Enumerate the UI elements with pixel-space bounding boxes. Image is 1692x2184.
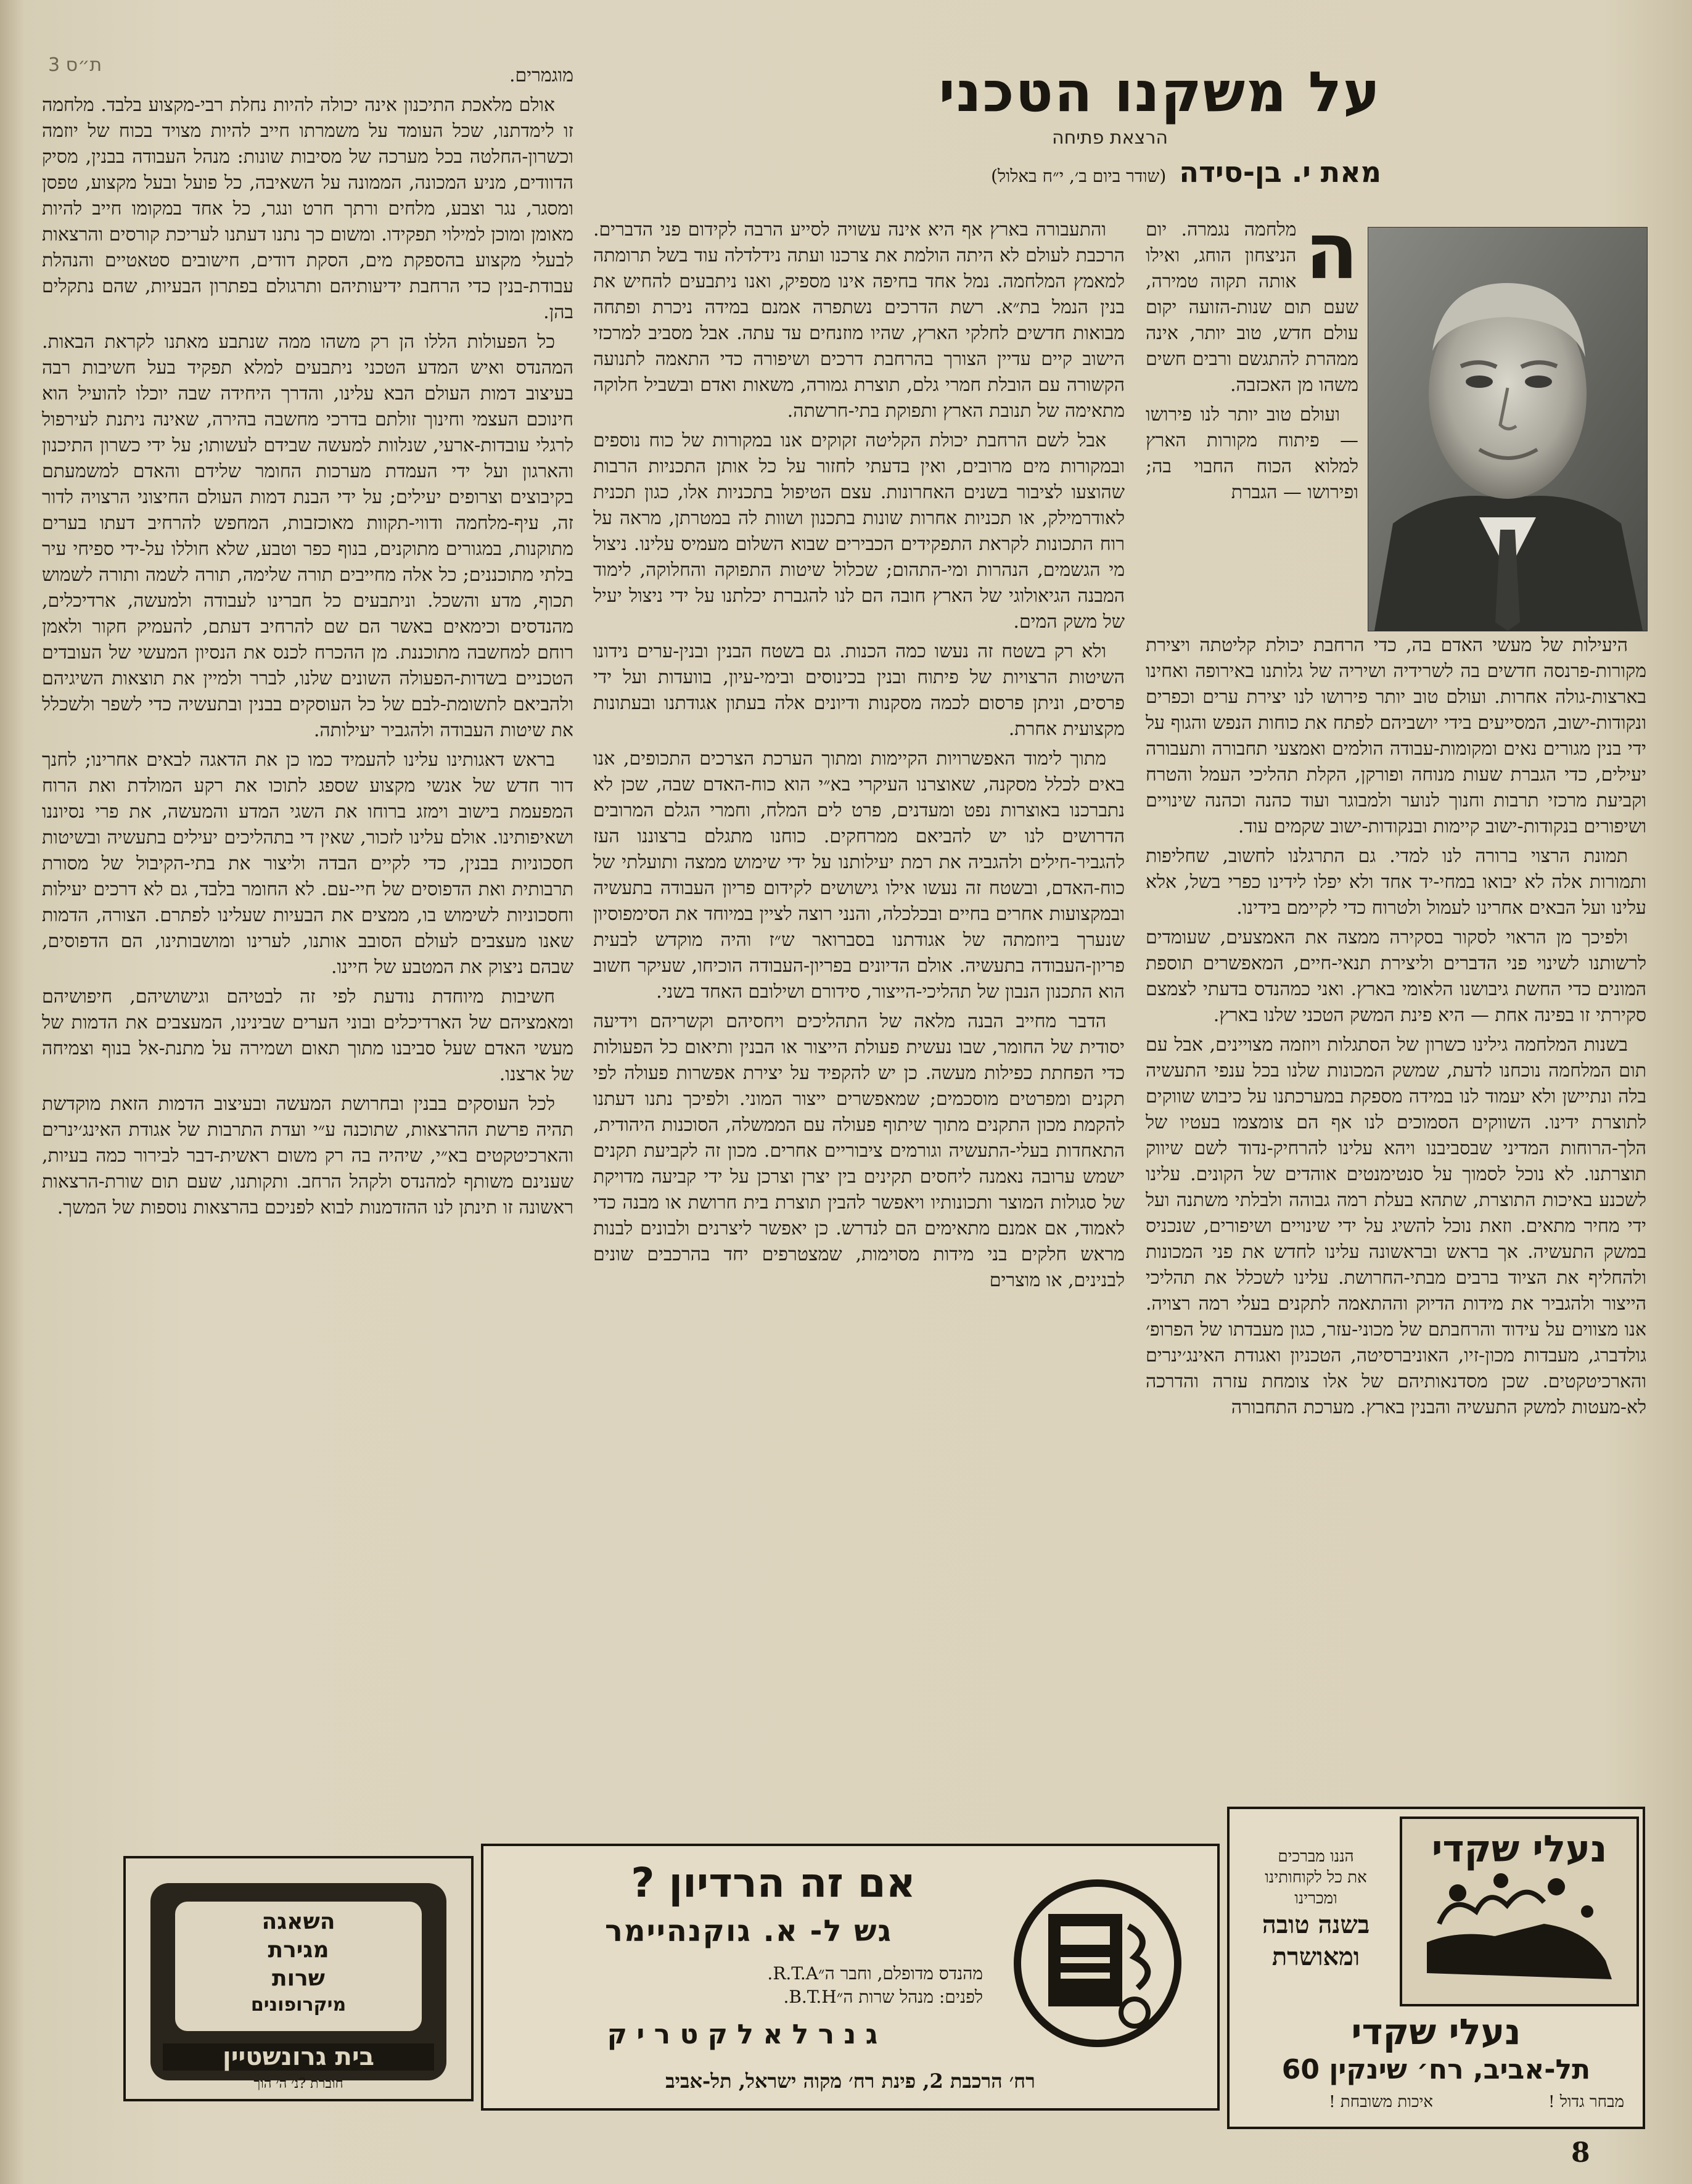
paragraph: תמונת הרצוי ברורה לנו למדי. גם התרגלנו לחשוב, שחליפות ותמורות אלה לא יבואו במחי-יד אחד ולא יפלו לידינו כפרי בשל, אלא עלינו ועל הבאים אחרינו לעמול ולטרוח כדי לקיימם בידינו. (1146, 845, 1646, 919)
ad-shoes (1227, 1807, 1645, 2129)
shoes-brand: נעלי שקדי (1351, 2011, 1521, 2053)
paragraph: מתוך לימוד האפשרויות הקיימות ומתוך הערכת הצרכים התכופים, אנו באים לכלל מסקנה, שאוצרנו העיקרי בא״י הוא כוח-האדם שבה, שכן לא נתברכנו באוצרות נפט ומעדנים, פרט לים המלח, וחמרי הגלם המרובים הדרושים לנו יש להביאם ממרחקים. כוחנו מתגלם ברצוננו העז להגביר-חילים ולהגביה את רמת יעילותנו על ידי שימוש ממצה ותועלתי של כוח-האדם, ובשטח זה נעשו אילו גישושים לקידום פריון העבודה בתעשיה ובמקצועות אחרים בחיים ובכלכלה, והנני רוצה לציין במיוחד את הסימפוסיון שנערך ביוזמתה של אגודתנו בסברואר ש״ז והיה מוקדש לבעית פריון-העבודה בתעשיה. אולם הדיונים בפריון-העבודה הוכיחו, שעיקר חשוב הוא התכנון הנבון של תהליכי-הייצור, סידורם ושילובם האחד בשני. (593, 748, 1125, 1003)
greeting-line: ומאושרת (1271, 1942, 1360, 1971)
paragraph: והתעבורה בארץ אף היא אינה עשויה לסייע הרבה לקידום פני הדברים. הרכבת לעולם לא היתה הולמת את צרכנו ועתה נידלדלה עוד בשל תרומתה למאמץ המלחמה. נמל אחד בחיפה אינו מספיק, ואנו ניתבעים להחיש את בנין הנמל בת״א. רשת הדרכים נשתפרה אמנם במידה ניכרת ופתחה מבואות חדשים לחלקי הארץ, שהיו מוזנחים עד עתה. אבל מסביב למרכזי הישוב קיים עדיין הצורך בהרחבת דרכים ושיפורה כדי התאמה לתנועה הקשורה עם הובלת חמרי גלם, תוצרת גמורה, משאות ואדם ובשביל חלוקה מתאימה של תנובת הארץ ותפוקת בתי-חרשתה. (593, 219, 1125, 422)
radio-line4: מיקרופונים (250, 1994, 347, 2016)
paragraph: אבל לשם הרחבת יכולת הקליטה זקוקים אנו במקורות של כוח נוספים ובמקורות מים מרובים, ואין בדעתי לחזור על כל אותן התכניות הרבות שהוצעו לציבור בשנים האחרונות. עצם הטיפול בתכניות אלו, כגון תכנית לאודרמילק, או תכניות אחרות שונות בתכנון ושוות לה במטרתן, מראה על רוח התכונות לקראת התפקידים הכבירים שבוא השלום מעמיס עלינו. ניצול מי הגשמים, הנהרות ומי-התהום; שכלול שיטות התפוקה והחלוקה, לימוד המבנה הגיאולוגי של הארץ חובה הם לנו להגברת יכלתנו על ידי ניצול יעיל של משק המים. (593, 430, 1125, 633)
portrait-photo (1368, 227, 1648, 631)
paragraph: ולפיכך מן הראוי לסקור בסקירה ממצה את האמצעים, שעומדים לרשותנו לשינוי פני הדברים וליצירת תנאי-חיים, המאפשרים תוספת המונים כדי החשת גיבושנו הלאומי בארץ. ואני כמהנדס בדעתי לצמצם סקירתי זו בפינה אחת — היא פינת המשק הטכני שלנו בארץ. (1146, 927, 1646, 1026)
electric-subhead: גש ל- א. גוקנהיימר (604, 1914, 892, 1948)
electric-address: רח׳ הרכבת 2, פינת רח׳ מקוה ישראל, תל-אביב (665, 2069, 1035, 2093)
radio-line3: שרות (272, 1966, 325, 1991)
paragraph: חשיבות מיוחדת נודעת לפי זה לבטיהם וגישושיהם, חיפושיהם ומאמציהם של הארדיכלים ובוני הערים שבינינו, המעצבים את הדמות של מעשי האדם שעל סביבנו מתוך תאום ושמירה על מתנת-אל בנוף וצמיחה של ארצנו. (42, 986, 573, 1085)
drop-cap: ה (1305, 217, 1358, 297)
paragraph: מלחמה נגמרה. יום הניצחון הוחג, ואילו אותה תקוה טמירה, שעם תום שנות-הזועה יקום עולם חדש, טוב יותר, אינה ממהרת להתגשם ורבים חשים משהו מן האכזבה. (1146, 219, 1358, 396)
broadcast-date: (שודר ביום ב׳, י״ח באלול) (991, 166, 1167, 186)
greeting-line: את כל לקוחותינו (1265, 1868, 1367, 1887)
electric-company: ג נ ר ל א ל ק ט ר י ק (607, 2019, 878, 2050)
column-right-narrow (1146, 217, 1358, 628)
shoes-greeting (1242, 1846, 1390, 1973)
column-left (42, 63, 573, 1776)
byline (888, 155, 1381, 189)
shoes-footer-right: מבחר גדול ! (1548, 2093, 1624, 2111)
radio-dial-logo (1005, 1871, 1190, 2056)
paragraph: בראש דאגותינו עלינו להעמיד כמו כן את הדאגה לבאים אחרינו; לחנך דור חדש של אנשי מקצוע שספג לתוכו את רקע המולדת ואת הרוח המפעמת בישוב וימזג ברוחו את השגי המדע והמעשה, את פרי נסיוננו ושאיפותינו. אולם עלינו לזכור, שאין די בתהליכים יעילים בתעשיה ובשיטות חסכוניות בבנין, כדי לקיים הבדה וליצור את בתי-הקיבול של מסורת תרבותית ואת הדפוסים של חיי-עם. לא החומר בלבד, גם לא דרכים יעילות וחסכוניות לשימוש בו, ממצים את הבעיות שעלינו לפתרם. הצורה, הדמות שאנו מעצבים לעולם הסובב אותנו, לערינו ומושבותינו, הם הדפוסים, שבהם ניצוק את המטבע של חיינו. (42, 749, 573, 978)
page-number: 8 (1571, 2137, 1590, 2169)
shoes-logo (1400, 1817, 1639, 2006)
ad-electric (481, 1844, 1220, 2111)
paragraph: הדבר מחייב הבנה מלאה של התהליכים ויחסיהם וקשריהם וידיעה יסודית של החומר, שבו נעשית פעולת הייצור או הבנין ותיאום כל הפעולות כדי הפחתת כפילות מעשה. כן יש להקפיד על יצירת אפשרות פעולה לפי תקנים ומפרטים מוסכמים; שמאפשרים ייצור המוני. ולפיכך נתנו דעתנו להקמת מכון התקנים מתוך שיתוף פעולה עם הממשלה, הסוכנות היהודית, התאחדות בעלי-התעשיה וגורמים ציבוריים אחרים. מכון זה לקביעת תקנים ישמש ערובה נאמנה ליחסים תקינים בין יצרן וצרכן על ידי קביעה מדויקת של סגולות המוצר ותכונותיו ויאפשר להבין תוצרת בית חרושת או מבנה כדי לאמוד, אם אמנם מתאימים הם לנדרש. כן יאפשר ליצרנים ולבונים לבנות מראש חלקים בני מידות מסוימות, שמצטרפים יחד בהרכבים שונים לבנינים, או מוצרים (593, 1011, 1125, 1291)
article-title: על משקנו הטכני (938, 60, 1381, 125)
paragraph: מוגמרים. (509, 65, 573, 86)
shoes-address: תל-אביב, רח׳ שינקין 60 (1281, 2054, 1591, 2085)
shoes-logo-text: נעלי שקדי (1431, 1828, 1608, 1871)
radio-icon (1005, 1871, 1190, 2056)
electric-headline: אם זה הרדיון ? (631, 1859, 916, 1907)
author-name: מאת י. בן-סידה (1179, 155, 1381, 189)
paragraph: בשנות המלחמה גילינו כשרון של הסתגלות ויוזמה מצויינים, אבל עם תום המלחמה נוכחנו לדעת, שמשק המכונות שלנו בכל ענפי התעשיה בלה ונתיישן ולא יעמוד לנו במידה מספקת במערכתנו על כיבוש שווקים לתוצרת ידינו. השווקים הסמוכים לנו אף הם צומצמו בעטיו של הלך-הרוחות המדיני שבסביבנו ויהא עלינו להרחיק-נדוד לשם שיווק תוצרתנו. לא נוכל לסמוך על סנטימנטים אוהדים של הקונים. עלינו לשכנע באיכות התוצרת, שתהא בעלת רמה גבוהה ולבלתי משתנה ועל ידי מחיר מתאים. וזאת נוכל להשיג על ידי שינויים ושיפורים, שנכניס במשק התעשיה. אך בראש ובראשונה עלינו לחדש את פני המכונות ולהחליף את הציוד ברבים מבתי-החרושת. עלינו לשכלל את תהליכי הייצור ולהגביר את מידות הדיוק וההתאמה לתקנים בעלי רמה רצויה. אנו מצווים על עידוד והרחבתם של מכוני-עזר, כגון מעבדתו של הפרופ׳ גולדברג, מעבדות מכון-זיו, האוניברסיטה, הטכניון ואגודת האינג׳ינרים והארכיטקטים. שכן מסדנאותיהם של אלו צומחת עזרה והדרכה לא-מעטות למשק התעשיה והבנין בארץ. מערכת התחבורה (1146, 1034, 1646, 1418)
column-right-wide (1146, 633, 1646, 1776)
electric-line2: לפנים: מנהל שרות ה״B.T.H. (783, 1987, 983, 2007)
paragraph: כל הפעולות הללו הן רק משהו ממה שנתבע מאתנו לקראת הבאות. המהנדס ואיש המדע הטכני ניתבעים למלא תפקיד בעל חשיבות רבה בעיצוב דמות העולם הבא עלינו, והדרך היחידה שבה יוכלו להועיל הוא חינוכם העצמי וחינוך זולתם בדרכי מחשבה בהירה, שאינה ניתנת לעירפול לרגלי עובדות-ארעי, שנלוות למעשה שבידם לעשותו; על ידי כשרון התיכנון והארגון ועל ידי העמדת מערכות החומר שלידם והאדם למשמעתם בקיבוצים וצרופים יעילים; על ידי הבנת דמות העולם החיצוני הרצויה לדור זה, עיף-מלחמה ודווי-תקוות מאוכזבות, המחפש להרחיב דעתו בערים מתוקנות, במגורים מתוקנים, בנוף כפר וטבע, שלא חוללו על-ידי ספיחי עיר בלתי מתוכננים; כל אלה מחייבים תורה שלימה, תורה לשמה ותורה לשמוש תכוף, מדע והשכל. וניתבעים כל חברינו לעבודה ולמעשה, ארדיכלים, מהנדסים וכימאים באשר הם שם להרחיב דעתם, להעמיק חקור ולאמן רוחם למחשבה מתוכננת. מן ההכרח לכנס את הנסיון המעשי של העובדים הטכניים בשדות-הפעולה השונים שלנו, לברר ולמיין את תוצאות השיגיהם ולהביאם לתשומת-לבם של כל העוסקים בבנין ובתעשיה כדי לשפר ולשכלל את שיטות העבודה ולהגביר יעילותה. (42, 331, 573, 741)
corner-mark: ת״ס 3 (48, 54, 102, 76)
greeting-line: ומכרינו (1294, 1889, 1337, 1908)
column-middle (593, 217, 1125, 1776)
article-subtitle: הרצאת פתיחה (1052, 127, 1168, 149)
paragraph: אולם מלאכת התיכנון אינה יכולה להיות נחלת רבי-מקצוע בלבד. מלחמה זו לימדתנו, שכל העומד על משמרתו חייב להיות מצויד בכוח של יוזמה וכשרון-החלטה בכל מערכה של מסיבות שונות: מנהל העבודה בבנין, מסיק הדוודים, מניע המכונה, הממונה על השאיבה, כל פועל ובעל מקצוע, טפסן ומסגר, נגר וצבע, מלחים ורתך חרט ונגר, כל אחד במקומו חייב להיות מאומן ומוכן למילוי תפקידו. ומשום כך נתנו דעתנו לעריכת קורסים והרצאות לבעלי מקצוע בהספקת מים, הסקת דודים, חישובים סטאטיים והנהלת עבודת-בנין כדי הרחבת ידיעותיהם ותרגולם בפתרון הבעיות, שהם נתקלים בהן. (42, 94, 573, 323)
radio-brand: בית גרונשטיין (222, 2043, 374, 2071)
greeting-line: הננו מברכים (1278, 1847, 1354, 1866)
paragraph: היעילות של מעשי האדם בה, כדי הרחבת יכולת קליטתה ויצירת מקורות-פרנסה חדשים בה לשרידיה ושיריה של גלותנו באירופה ואחינו בארצות-גולה אחרות. ועולם טוב יותר פירושו לנו יצירת ערים וכפרים ונקודות-ישוב, המסייעים בידי יושביהם לפתח את כוחות הנפש והגוף על ידי בנין מגורים נאים ומקומות-עבודה הולמים ואמצעי תחבורה ותעבורה יעילים, כדי הגברת שעות מנוחה ופורקן, הקלת תהליכי העמל והטרח וקביעת מרכזי תרבות וחנוך לנוער ולמבוגר ועוד כהנה וכהנה שינויים ושיפורים בנקודות-ישוב קיימות ובנקודות-ישוב שקמים עוד. (1146, 634, 1646, 837)
shoes-footer-left: איכות משובחת ! (1329, 2093, 1433, 2111)
greeting-line: בשנה טובה (1262, 1910, 1370, 1939)
radio-line1: השאגה (261, 1909, 335, 1934)
paragraph: ולא רק בשטח זה נעשו כמה הכנות. גם בשטח הבנין ובנין-ערים נידונו השיטות הרצויות של פיתוח ובנין בכינוסים ובימי-עיון, בוועדות ועל ידי פרסים, וניתן פרסום לכמה מסקנות ודיונים אלה בעתון אגודתנו ובעתונות מקצועית אחרת. (593, 641, 1125, 740)
paragraph: ועולם טוב יותר לנו פירושו — פיתוח מקורות הארץ למלוא הכוח החבוי בה; ופירושו — הגברת (1146, 404, 1358, 503)
electric-line1: מהנדס מדופלם, וחבר ה״R.T.A. (767, 1963, 983, 1984)
radio-footer: חוברת ?נ׳ ה׳ הוך (253, 2076, 343, 2092)
ad-radio-store (123, 1856, 474, 2101)
radio-line2: מגירת (268, 1937, 329, 1963)
paragraph: לכל העוסקים בבנין ובחרושת המעשה ובעיצוב הדמות הזאת מוקדשת תהיה פרשת ההרצאות, שתוכנה ע״י ועדת התרבות של אגודת האינג׳ינרים והארכיטקטים בא״י, שיהיה בה רק משום ראשית-דבר לבירור כמה בעיות, שענינם משותף למהנדס ולקהל הרחב. ותקותנו, שעם תום שורת-הרצאות ראשונה זו תינתן לנו ההזדמנות לבוא לפניכם בהרצאות נוספות של המשך. (42, 1093, 573, 1218)
portrait-icon (1368, 228, 1647, 631)
